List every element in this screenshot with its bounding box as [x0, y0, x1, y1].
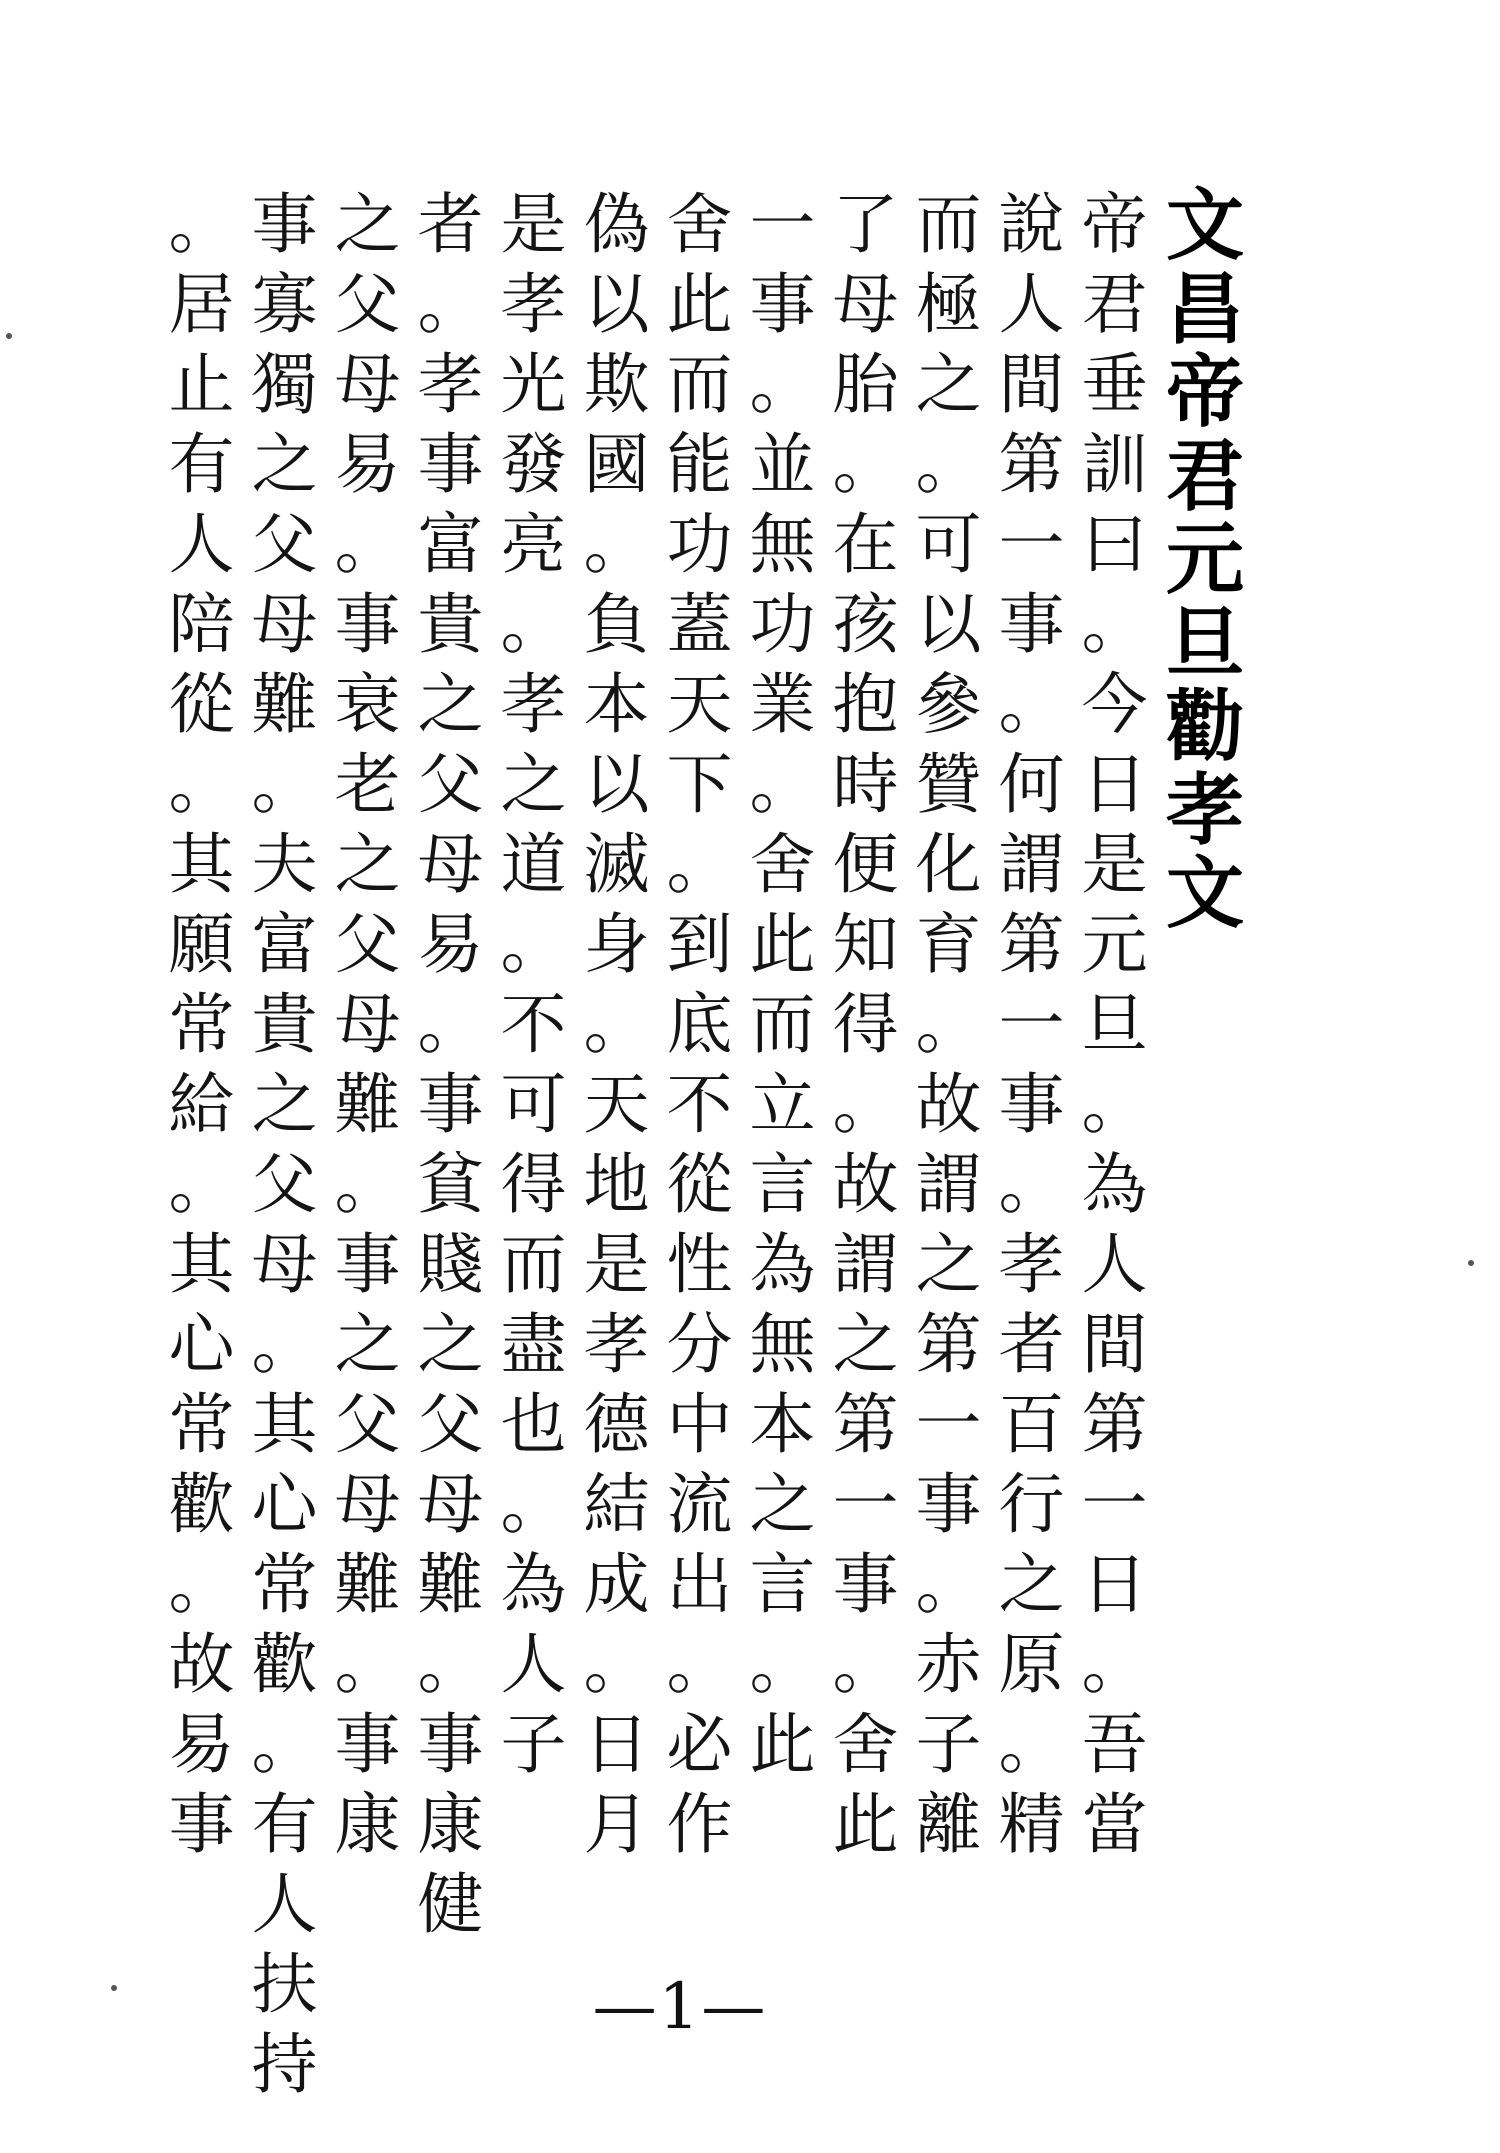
text-column: [409, 185, 492, 1943]
text-char: 。: [749, 346, 816, 423]
text-char: 老: [334, 746, 401, 823]
text-char: 故: [832, 1146, 899, 1223]
text-char: 日: [583, 1706, 650, 1783]
text-char: 為: [749, 1226, 816, 1303]
text-char: 此: [749, 1706, 816, 1783]
text-char: 心: [251, 1466, 318, 1543]
page-number: —1—: [592, 1970, 768, 2044]
text-char: 第: [915, 1306, 982, 1383]
text-column: [492, 185, 575, 1935]
text-char: 一: [915, 1386, 982, 1463]
text-char: 當: [1081, 1786, 1148, 1863]
text-char: 便: [832, 826, 899, 903]
text-char: 孝: [998, 1226, 1065, 1303]
text-char: 從: [168, 666, 235, 743]
text-char: 故: [168, 1626, 235, 1703]
text-char: 此: [666, 266, 733, 343]
text-char: 之: [334, 826, 401, 903]
text-char: 常: [251, 1546, 318, 1623]
text-char: 母: [251, 1226, 318, 1303]
text-char: 日: [1081, 746, 1148, 823]
text-char: 一: [1081, 1466, 1148, 1543]
text-char: 訓: [1081, 426, 1148, 503]
text-char: 帝: [1081, 186, 1148, 263]
text-char: 是: [1081, 826, 1148, 903]
text-char: 易: [334, 426, 401, 503]
text-column: [907, 185, 990, 1935]
title-char: 元: [1165, 515, 1244, 605]
text-char: 時: [832, 746, 899, 823]
text-char: 事: [417, 1066, 484, 1143]
title-char: 文: [1165, 181, 1244, 271]
text-char: 事: [998, 1066, 1065, 1143]
text-char: 事: [749, 266, 816, 343]
text-char: 底: [666, 986, 733, 1063]
text-char: 地: [583, 1146, 650, 1223]
text-char: 事: [334, 1226, 401, 1303]
text-char: 者: [417, 186, 484, 263]
text-char: 舍: [832, 1706, 899, 1783]
text-char: 夫: [251, 826, 318, 903]
text-char: 孝: [583, 1306, 650, 1383]
text-char: 言: [749, 1146, 816, 1223]
text-char: 人: [251, 1866, 318, 1943]
text-char: 光: [500, 346, 567, 423]
text-char: 。: [168, 186, 235, 263]
text-char: 可: [500, 1066, 567, 1143]
text-char: 一: [832, 1466, 899, 1543]
text-char: 能: [666, 426, 733, 503]
text-char: 之: [832, 1306, 899, 1383]
text-char: 之: [417, 666, 484, 743]
text-char: 第: [998, 906, 1065, 983]
text-char: 化: [915, 826, 982, 903]
text-char: 為: [500, 1546, 567, 1623]
text-char: 母: [832, 266, 899, 343]
text-char: 也: [500, 1386, 567, 1463]
text-char: 言: [749, 1546, 816, 1623]
text-char: 必: [666, 1706, 733, 1783]
text-char: 天: [666, 666, 733, 743]
text-char: 欺: [583, 346, 650, 423]
text-char: 性: [666, 1226, 733, 1303]
text-char: 無: [749, 1306, 816, 1383]
text-char: 父: [334, 906, 401, 983]
text-char: 孝: [417, 346, 484, 423]
text-char: 。: [749, 1626, 816, 1703]
text-char: 是: [583, 1226, 650, 1303]
text-char: 父: [251, 506, 318, 583]
text-char: 陪: [168, 586, 235, 663]
text-char: 謂: [998, 826, 1065, 903]
text-char: 。: [915, 426, 982, 503]
text-char: 健: [417, 1866, 484, 1943]
text-char: 之: [334, 186, 401, 263]
text-char: 心: [168, 1306, 235, 1383]
text-char: 其: [168, 826, 235, 903]
text-char: 行: [998, 1466, 1065, 1543]
text-char: 一: [749, 186, 816, 263]
text-char: 。: [1081, 586, 1148, 663]
text-char: 不: [500, 986, 567, 1063]
text-char: 發: [500, 426, 567, 503]
text-char: 天: [583, 1066, 650, 1143]
text-char: 止: [168, 346, 235, 423]
scan-speck: [1468, 1260, 1474, 1266]
text-char: 人: [998, 266, 1065, 343]
text-char: 從: [666, 1146, 733, 1223]
text-char: 日: [1081, 1546, 1148, 1623]
text-char: 為: [1081, 1146, 1148, 1223]
text-char: 以: [915, 586, 982, 663]
text-char: 母: [417, 1466, 484, 1543]
text-char: 得: [500, 1146, 567, 1223]
text-char: 道: [500, 826, 567, 903]
text-char: 子: [915, 1706, 982, 1783]
text-column: [243, 185, 326, 2103]
text-char: 難: [334, 1066, 401, 1143]
title-char: 昌: [1165, 264, 1244, 355]
text-column: [326, 185, 409, 1935]
text-char: 本: [749, 1386, 816, 1463]
text-char: 在: [832, 506, 899, 583]
text-char: 易: [417, 906, 484, 983]
text-char: 業: [749, 666, 816, 743]
text-char: 母: [251, 586, 318, 663]
text-char: 常: [168, 986, 235, 1063]
text-char: 事: [334, 586, 401, 663]
text-char: 此: [749, 906, 816, 983]
text-char: 母: [334, 346, 401, 423]
text-char: 百: [998, 1386, 1065, 1463]
text-char: 月: [583, 1786, 650, 1863]
text-char: 育: [915, 906, 982, 983]
text-char: 極: [915, 266, 982, 343]
text-char: 成: [583, 1546, 650, 1623]
text-char: 者: [998, 1306, 1065, 1383]
text-char: 事: [915, 1466, 982, 1543]
text-char: 康: [334, 1786, 401, 1863]
text-char: 之: [251, 1066, 318, 1143]
text-char: 。: [832, 426, 899, 503]
text-char: 。: [915, 986, 982, 1063]
text-char: 今: [1081, 666, 1148, 743]
text-char: 事: [251, 186, 318, 263]
text-char: 作: [666, 1786, 733, 1863]
text-char: 吾: [1081, 1706, 1148, 1783]
text-char: 旦: [1081, 986, 1148, 1063]
text-char: 之: [749, 1466, 816, 1543]
text-char: 事: [334, 1706, 401, 1783]
text-char: 。: [583, 506, 650, 583]
text-char: 易: [168, 1706, 235, 1783]
text-char: 之: [251, 426, 318, 503]
text-char: 。: [334, 506, 401, 583]
text-char: 子: [500, 1706, 567, 1783]
text-char: 有: [168, 426, 235, 503]
text-char: 。: [251, 1306, 318, 1383]
title-char: 帝: [1165, 348, 1244, 438]
text-char: 。: [998, 1706, 1065, 1783]
title-char: 旦: [1165, 598, 1244, 689]
text-char: 寡: [251, 266, 318, 343]
text-char: 精: [998, 1786, 1065, 1863]
text-char: 富: [251, 906, 318, 983]
text-char: 衰: [334, 666, 401, 743]
text-char: 。: [168, 1546, 235, 1623]
text-char: 說: [998, 186, 1065, 263]
text-char: 抱: [832, 666, 899, 743]
text-char: 扶: [251, 1946, 318, 2023]
text-char: 中: [666, 1386, 733, 1463]
text-char: 不: [666, 1066, 733, 1143]
text-char: 到: [666, 906, 733, 983]
text-char: 功: [666, 506, 733, 583]
text-char: 給: [168, 1066, 235, 1143]
scan-speck: [6, 333, 12, 339]
text-char: 事: [417, 426, 484, 503]
vertical-text-block: [160, 181, 1250, 2103]
text-char: 。: [832, 1066, 899, 1143]
text-char: 而: [500, 1226, 567, 1303]
text-char: 赤: [915, 1626, 982, 1703]
text-char: 獨: [251, 346, 318, 423]
text-char: 孩: [832, 586, 899, 663]
text-char: 事: [998, 586, 1065, 663]
text-char: 居: [168, 266, 235, 343]
text-char: 父: [334, 1386, 401, 1463]
text-char: 以: [583, 266, 650, 343]
text-char: 而: [666, 346, 733, 423]
text-char: 持: [251, 2026, 318, 2103]
text-char: 之: [334, 1306, 401, 1383]
text-char: 康: [417, 1786, 484, 1863]
text-char: 。: [500, 1466, 567, 1543]
text-char: 之: [998, 1546, 1065, 1623]
text-char: 舍: [666, 186, 733, 263]
text-char: 分: [666, 1306, 733, 1383]
text-char: 。: [417, 986, 484, 1063]
text-char: 一: [998, 986, 1065, 1063]
text-char: 父: [251, 1146, 318, 1223]
text-char: 。: [168, 746, 235, 823]
title-char: 孝: [1165, 765, 1244, 856]
text-char: 何: [998, 746, 1065, 823]
text-char: 其: [251, 1386, 318, 1463]
text-char: 無: [749, 506, 816, 583]
text-char: 。: [251, 1706, 318, 1783]
text-char: 亮: [500, 506, 567, 583]
text-char: 。: [334, 1626, 401, 1703]
text-char: 。: [583, 986, 650, 1063]
text-char: 。: [915, 1546, 982, 1623]
text-char: 母: [334, 986, 401, 1063]
text-char: 第: [832, 1386, 899, 1463]
text-char: 孝: [500, 266, 567, 343]
text-char: 父: [417, 1386, 484, 1463]
text-char: 負: [583, 586, 650, 663]
text-char: 願: [168, 906, 235, 983]
text-char: 知: [832, 906, 899, 983]
text-char: 滅: [583, 826, 650, 903]
text-char: 難: [334, 1546, 401, 1623]
text-char: 贊: [915, 746, 982, 823]
text-column: [741, 185, 824, 1935]
text-column: [990, 185, 1073, 1935]
title-char: 君: [1165, 431, 1244, 522]
text-char: 事: [832, 1546, 899, 1623]
text-char: 出: [666, 1546, 733, 1623]
text-char: 。: [500, 586, 567, 663]
text-char: 元: [1081, 906, 1148, 983]
text-column: [160, 185, 243, 1935]
text-char: 父: [417, 746, 484, 823]
text-char: 偽: [583, 186, 650, 263]
text-column: [1073, 185, 1156, 1935]
text-char: 功: [749, 586, 816, 663]
text-char: 得: [832, 986, 899, 1063]
scan-speck: [111, 1985, 117, 1991]
text-char: 故: [915, 1066, 982, 1143]
text-char: 其: [168, 1226, 235, 1303]
text-char: 謂: [832, 1226, 899, 1303]
text-char: 。: [417, 1626, 484, 1703]
text-char: 謂: [915, 1146, 982, 1223]
text-column: [658, 185, 741, 1935]
text-char: 間: [998, 346, 1065, 423]
text-char: 了: [832, 186, 899, 263]
text-char: 貴: [251, 986, 318, 1063]
text-char: 母: [334, 1466, 401, 1543]
text-char: 。: [666, 826, 733, 903]
text-char: 以: [583, 746, 650, 823]
text-char: 流: [666, 1466, 733, 1543]
text-char: 。: [666, 1626, 733, 1703]
text-char: 。: [832, 1626, 899, 1703]
title-char: 勸: [1165, 682, 1244, 772]
text-char: 難: [251, 666, 318, 743]
text-char: 而: [749, 986, 816, 1063]
text-char: 歡: [251, 1626, 318, 1703]
text-char: 之: [500, 746, 567, 823]
text-char: 垂: [1081, 346, 1148, 423]
text-char: 難: [417, 1546, 484, 1623]
text-char: 有: [251, 1786, 318, 1863]
text-char: 第: [1081, 1386, 1148, 1463]
text-char: 。: [1081, 1066, 1148, 1143]
text-char: 人: [1081, 1226, 1148, 1303]
text-char: 人: [168, 506, 235, 583]
text-char: 。: [500, 906, 567, 983]
text-char: 歡: [168, 1466, 235, 1543]
text-char: 蓋: [666, 586, 733, 663]
text-char: 。: [334, 1146, 401, 1223]
text-char: 父: [334, 266, 401, 343]
text-char: 。: [998, 1146, 1065, 1223]
text-char: 。: [583, 1626, 650, 1703]
text-char: 。: [749, 746, 816, 823]
title-column: [1160, 181, 1250, 1935]
text-char: 。: [998, 666, 1065, 743]
text-char: 孝: [500, 666, 567, 743]
text-char: 本: [583, 666, 650, 743]
text-char: 立: [749, 1066, 816, 1143]
text-char: 可: [915, 506, 982, 583]
text-char: 常: [168, 1386, 235, 1463]
text-char: 。: [168, 1146, 235, 1223]
text-column: [575, 185, 658, 1935]
text-char: 離: [915, 1786, 982, 1863]
text-char: 胎: [832, 346, 899, 423]
text-char: 母: [417, 826, 484, 903]
text-char: 國: [583, 426, 650, 503]
text-char: 富: [417, 506, 484, 583]
text-char: 君: [1081, 266, 1148, 343]
text-char: 並: [749, 426, 816, 503]
text-char: 。: [1081, 1626, 1148, 1703]
text-char: 參: [915, 666, 982, 743]
text-column: [824, 185, 907, 1935]
text-char: 而: [915, 186, 982, 263]
text-char: 間: [1081, 1306, 1148, 1383]
text-char: 此: [832, 1786, 899, 1863]
text-char: 之: [915, 1226, 982, 1303]
text-char: 。: [251, 746, 318, 823]
text-char: 。: [417, 266, 484, 343]
text-char: 是: [500, 186, 567, 263]
text-char: 第: [998, 426, 1065, 503]
title-char: 文: [1165, 849, 1244, 939]
text-char: 原: [998, 1626, 1065, 1703]
text-char: 貴: [417, 586, 484, 663]
text-char: 身: [583, 906, 650, 983]
text-char: 結: [583, 1466, 650, 1543]
text-char: 事: [168, 1786, 235, 1863]
text-char: 賤: [417, 1226, 484, 1303]
text-char: 下: [666, 746, 733, 823]
text-char: 之: [915, 346, 982, 423]
text-char: 舍: [749, 826, 816, 903]
text-char: 盡: [500, 1306, 567, 1383]
text-char: 曰: [1081, 506, 1148, 583]
text-char: 貧: [417, 1146, 484, 1223]
text-char: 一: [998, 506, 1065, 583]
text-char: 人: [500, 1626, 567, 1703]
text-char: 事: [417, 1706, 484, 1783]
text-char: 德: [583, 1386, 650, 1463]
text-char: 之: [417, 1306, 484, 1383]
